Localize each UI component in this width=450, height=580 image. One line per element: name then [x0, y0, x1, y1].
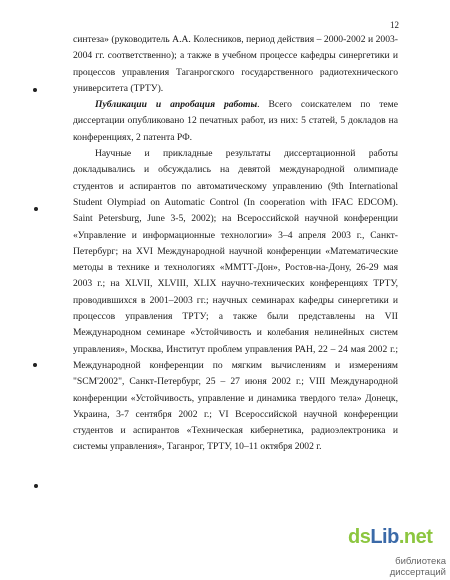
page-number: 12 — [390, 20, 399, 30]
dslib-logo: dsLib.net — [348, 526, 433, 548]
site-watermark — [338, 526, 446, 576]
paragraph-publications-text: . Всего соискателем по теме диссертации опубликовано 12 печатных работ, из них: 5 статей, 5 докладов на конференциях, 2 патента РФ. — [73, 99, 398, 143]
paragraph-publications — [73, 97, 398, 146]
section-heading-publications: Публикации и апробация работы — [95, 99, 258, 111]
margin-dot-icon — [33, 363, 37, 367]
paragraph-approbation: Научные и прикладные результаты диссертационной работы докладывались и обсуждались на девятой международной олимпиаде студентов и аспирантов по автоматическому управлению (9th International Student Olympiad on Automatic Control (In cooperation with IFAC EDCOM). Saint Petersburg, June 3-5, 2002); на Всероссийской научной конференции «Управление и информационные технологии» 3–4 апреля 2003 г., Санкт-Петербург; на XVI Международной научной конференции «Математические методы в технике и технологиях «ММТТ-Дон», Ростов-на-Дону, 26-29 мая 2003 г.; на XLVII, XLVIII, XLIX научно-технических конференциях ТРТУ, проводившихся в 2001–2003 гг.; научных семинарах кафедры синергетики и процессов управления ТРТУ; а также были представлены на VII Международном семинаре «Устойчивость и колебания нелинейных систем управления», Москва, Институт проблем управления РАН, 22 – 24 мая 2002 г.; Международной конференции по мягким вычислениям и измерениям "SCM'2002", Санкт-Петербург, 25 – 27 июня 2002 г.; VIII Международной конференции «Устойчивость, управление и динамика твердого тела» Донецк, Украина, 3-7 сентября 2002 г.; VI Всероссийской научной конференции студентов и аспирантов «Техническая кибернетика, радиоэлектроника и системы управления», Таганрог, ТРТУ, 10–11 октября 2002 г. — [73, 148, 398, 453]
watermark-caption: библиотека диссертаций — [389, 556, 446, 578]
margin-dot-icon — [34, 207, 38, 211]
paragraph-intro: синтеза» (руководитель А.А. Колесников, период действия – 2000-2002 и 2003-2004 гг. соответственно); а также в учебном процессе кафедры синергетики и процессов управления Таганрогского государственного радиотехнического университета (ТРТУ). — [73, 34, 398, 94]
margin-dot-icon — [34, 484, 38, 488]
margin-dot-icon — [33, 88, 37, 92]
document-body — [73, 32, 398, 456]
